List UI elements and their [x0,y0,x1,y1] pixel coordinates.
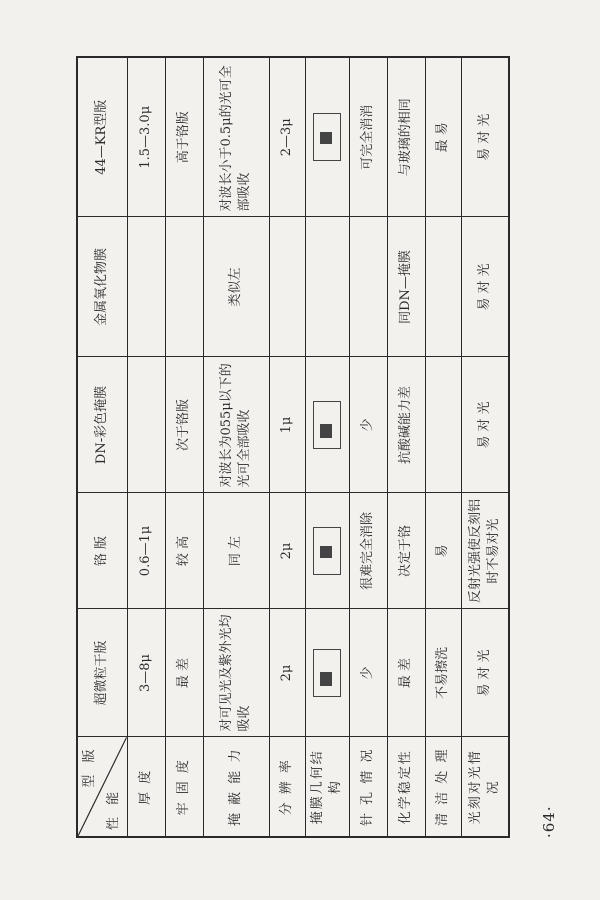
table-row [461,57,509,837]
mask-profile-diagram [313,649,341,697]
table-row [127,57,165,837]
table-cell: 0.6—1μ [127,493,165,609]
column-header: 金属氧化物膜 [77,217,127,357]
table-cell: 次于铬版 [165,357,203,493]
table-row [349,57,387,837]
table-cell [127,217,165,357]
row-label: 掩 蔽 能 力 [203,737,269,837]
table-row [305,57,349,837]
table-cell: 2—3μ [269,57,305,217]
table-row [387,57,425,837]
page-number: ·64· [540,805,558,838]
table-cell: 少 [349,609,387,737]
table-cell: 易 对 光 [461,217,509,357]
table-cell: 易 对 光 [461,57,509,217]
table-cell: 最 易 [425,57,461,217]
table-cell [305,609,349,737]
table-cell: 对波长为055μ以下的光可全部吸收 [203,357,269,493]
row-label: 针 孔 情 况 [349,737,387,837]
table-cell [305,493,349,609]
table-cell: 可完全消消 [349,57,387,217]
table-cell [269,217,305,357]
table-cell: 2μ [269,609,305,737]
table-cell: 易 [425,493,461,609]
row-label: 厚 度 [127,737,165,837]
row-label: 清 洁 处 理 [425,737,461,837]
table-cell: 同 左 [203,493,269,609]
table-cell [349,217,387,357]
table-cell: 对波长小于0.5μ的光可全部吸收 [203,57,269,217]
table-cell: 很难完全消除 [349,493,387,609]
table-cell [305,217,349,357]
table-cell: 1μ [269,357,305,493]
column-header: 44—KR型版 [77,57,127,217]
table-cell: 同DN—掩膜 [387,217,425,357]
table-cell [127,357,165,493]
row-label: 分 辨 率 [269,737,305,837]
table-cell: 3—8μ [127,609,165,737]
corner-top-label: 型 版 [82,745,97,788]
table-cell: 较 高 [165,493,203,609]
table-cell: 类似左 [203,217,269,357]
column-header: DN-彩色掩膜 [77,357,127,493]
table-cell [305,57,349,217]
row-label: 化学稳定性 [387,737,425,837]
table-cell: 少 [349,357,387,493]
mask-profile-diagram [313,527,341,575]
row-label: 光刻对光情况 [461,737,509,837]
table-cell: 反射光强使反刻铝时不易对光 [461,493,509,609]
corner-header-cell [77,737,127,837]
row-label: 掩膜几何结构 [305,737,349,837]
corner-bottom-label: 性 能 [105,787,121,830]
table-row [165,57,203,837]
table-row [425,57,461,837]
table-cell: 决定于铬 [387,493,425,609]
table-cell: 易 对 光 [461,609,509,737]
table-cell [165,217,203,357]
table-cell: 与玻璃的相同 [387,57,425,217]
column-header: 铬 版 [77,493,127,609]
mask-profile-diagram [313,401,341,449]
table-cell [305,357,349,493]
table-row [269,57,305,837]
table-cell [425,217,461,357]
photomask-comparison-table [76,56,510,838]
table-cell: 2μ [269,493,305,609]
table-header-row [77,57,127,837]
row-label: 牢 固 度 [165,737,203,837]
table-cell: 易 对 光 [461,357,509,493]
table-cell: 1.5—3.0μ [127,57,165,217]
table-cell: 高于铬版 [165,57,203,217]
table-cell: 最 差 [165,609,203,737]
table-row [203,57,269,837]
table-cell: 不易擦洗 [425,609,461,737]
mask-profile-diagram [313,113,341,161]
column-header: 超微粒干版 [77,609,127,737]
table-cell: 对可见光及紫外光均吸收 [203,609,269,737]
table-cell: 最 差 [387,609,425,737]
table-cell [425,357,461,493]
table-cell: 抗酸碱能力差 [387,357,425,493]
